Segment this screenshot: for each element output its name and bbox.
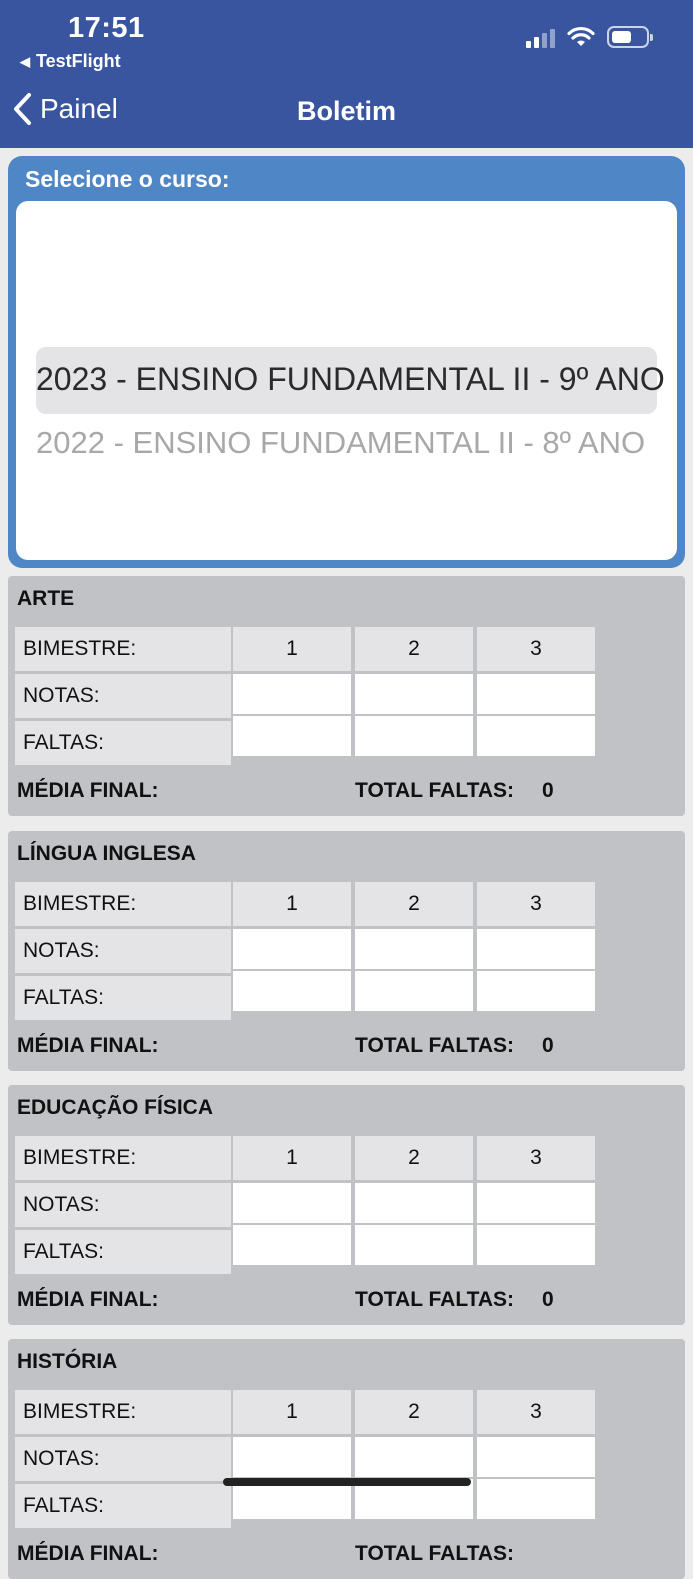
total-faltas-label: TOTAL FALTAS: (355, 779, 515, 802)
media-final-label: MÉDIA FINAL: (17, 779, 159, 802)
back-triangle-icon: ◀ (20, 53, 30, 69)
nota-cell (355, 929, 473, 969)
bimestre-header: 1 (233, 627, 351, 671)
course-panel (8, 156, 685, 568)
course-picker[interactable] (16, 201, 677, 560)
subject-card (8, 576, 685, 816)
status-icons (526, 26, 649, 48)
back-button-label: Painel (40, 93, 118, 124)
page-title: Boletim (296, 96, 396, 126)
nota-cell (355, 1437, 473, 1477)
course-label: Selecione o curso: (25, 166, 230, 192)
nota-cell (355, 674, 473, 714)
nota-cell (233, 1437, 351, 1477)
back-to-testflight-link[interactable] (20, 51, 121, 72)
nota-cell (233, 929, 351, 969)
back-app-label: TestFlight (36, 51, 121, 71)
faltas-label: FALTAS: (15, 721, 231, 765)
bimestre-header: 1 (233, 1390, 351, 1434)
falta-cell (233, 971, 351, 1011)
bimestre-header: 1 (233, 1136, 351, 1180)
bimestre-header: 3 (477, 882, 595, 926)
falta-cell (355, 716, 473, 756)
media-final-label: MÉDIA FINAL: (17, 1542, 159, 1565)
total-faltas-value: 0 (542, 1034, 554, 1057)
bimestre-header: 2 (355, 1390, 473, 1434)
falta-cell (477, 1479, 595, 1519)
subject-title: ARTE (17, 587, 75, 610)
home-indicator (223, 1478, 471, 1486)
subject-card (8, 1339, 685, 1579)
bimestre-label: BIMESTRE: (15, 1136, 231, 1180)
bimestre-header: 2 (355, 882, 473, 926)
total-faltas-label: TOTAL FALTAS: (355, 1034, 515, 1057)
total-faltas-label: TOTAL FALTAS: (355, 1288, 515, 1311)
battery-icon (607, 26, 649, 48)
subject-card (8, 1085, 685, 1325)
notas-label: NOTAS: (15, 1183, 231, 1227)
bimestre-label: BIMESTRE: (15, 1390, 231, 1434)
total-faltas-label: TOTAL FALTAS: (355, 1542, 515, 1565)
wifi-icon (567, 26, 595, 48)
nota-cell (355, 1183, 473, 1223)
faltas-label: FALTAS: (15, 1230, 231, 1274)
notas-label: NOTAS: (15, 674, 231, 718)
nota-cell (233, 1183, 351, 1223)
subject-title: EDUCAÇÃO FÍSICA (17, 1096, 214, 1119)
media-final-label: MÉDIA FINAL: (17, 1288, 159, 1311)
bimestre-header: 2 (355, 1136, 473, 1180)
bimestre-label: BIMESTRE: (15, 882, 231, 926)
nota-cell (477, 1183, 595, 1223)
bimestre-header: 2 (355, 627, 473, 671)
subject-title: LÍNGUA INGLESA (17, 842, 196, 865)
total-faltas-value: 0 (542, 779, 554, 802)
status-time: 17:51 (68, 12, 145, 44)
faltas-label: FALTAS: (15, 1484, 231, 1528)
subject-card (8, 831, 685, 1071)
top-bar (0, 0, 693, 148)
notas-label: NOTAS: (15, 1437, 231, 1481)
bimestre-label: BIMESTRE: (15, 627, 231, 671)
bimestre-header: 3 (477, 1390, 595, 1434)
falta-cell (477, 1225, 595, 1265)
falta-cell (355, 1225, 473, 1265)
notas-label: NOTAS: (15, 929, 231, 973)
bimestre-header: 3 (477, 627, 595, 671)
falta-cell (233, 1225, 351, 1265)
nota-cell (477, 929, 595, 969)
nota-cell (233, 674, 351, 714)
total-faltas-value: 0 (542, 1288, 554, 1311)
media-final-label: MÉDIA FINAL: (17, 1034, 159, 1057)
subject-title: HISTÓRIA (17, 1350, 118, 1373)
falta-cell (477, 716, 595, 756)
bimestre-header: 3 (477, 1136, 595, 1180)
nota-cell (477, 1437, 595, 1477)
nota-cell (477, 674, 595, 714)
faltas-label: FALTAS: (15, 976, 231, 1020)
bimestre-header: 1 (233, 882, 351, 926)
falta-cell (355, 971, 473, 1011)
falta-cell (233, 716, 351, 756)
picker-option[interactable]: 2022 - ENSINO FUNDAMENTAL II - 8º ANO (36, 425, 646, 460)
signal-icon (526, 26, 555, 48)
picker-option-selected[interactable]: 2023 - ENSINO FUNDAMENTAL II - 9º ANO (36, 361, 665, 397)
falta-cell (477, 971, 595, 1011)
